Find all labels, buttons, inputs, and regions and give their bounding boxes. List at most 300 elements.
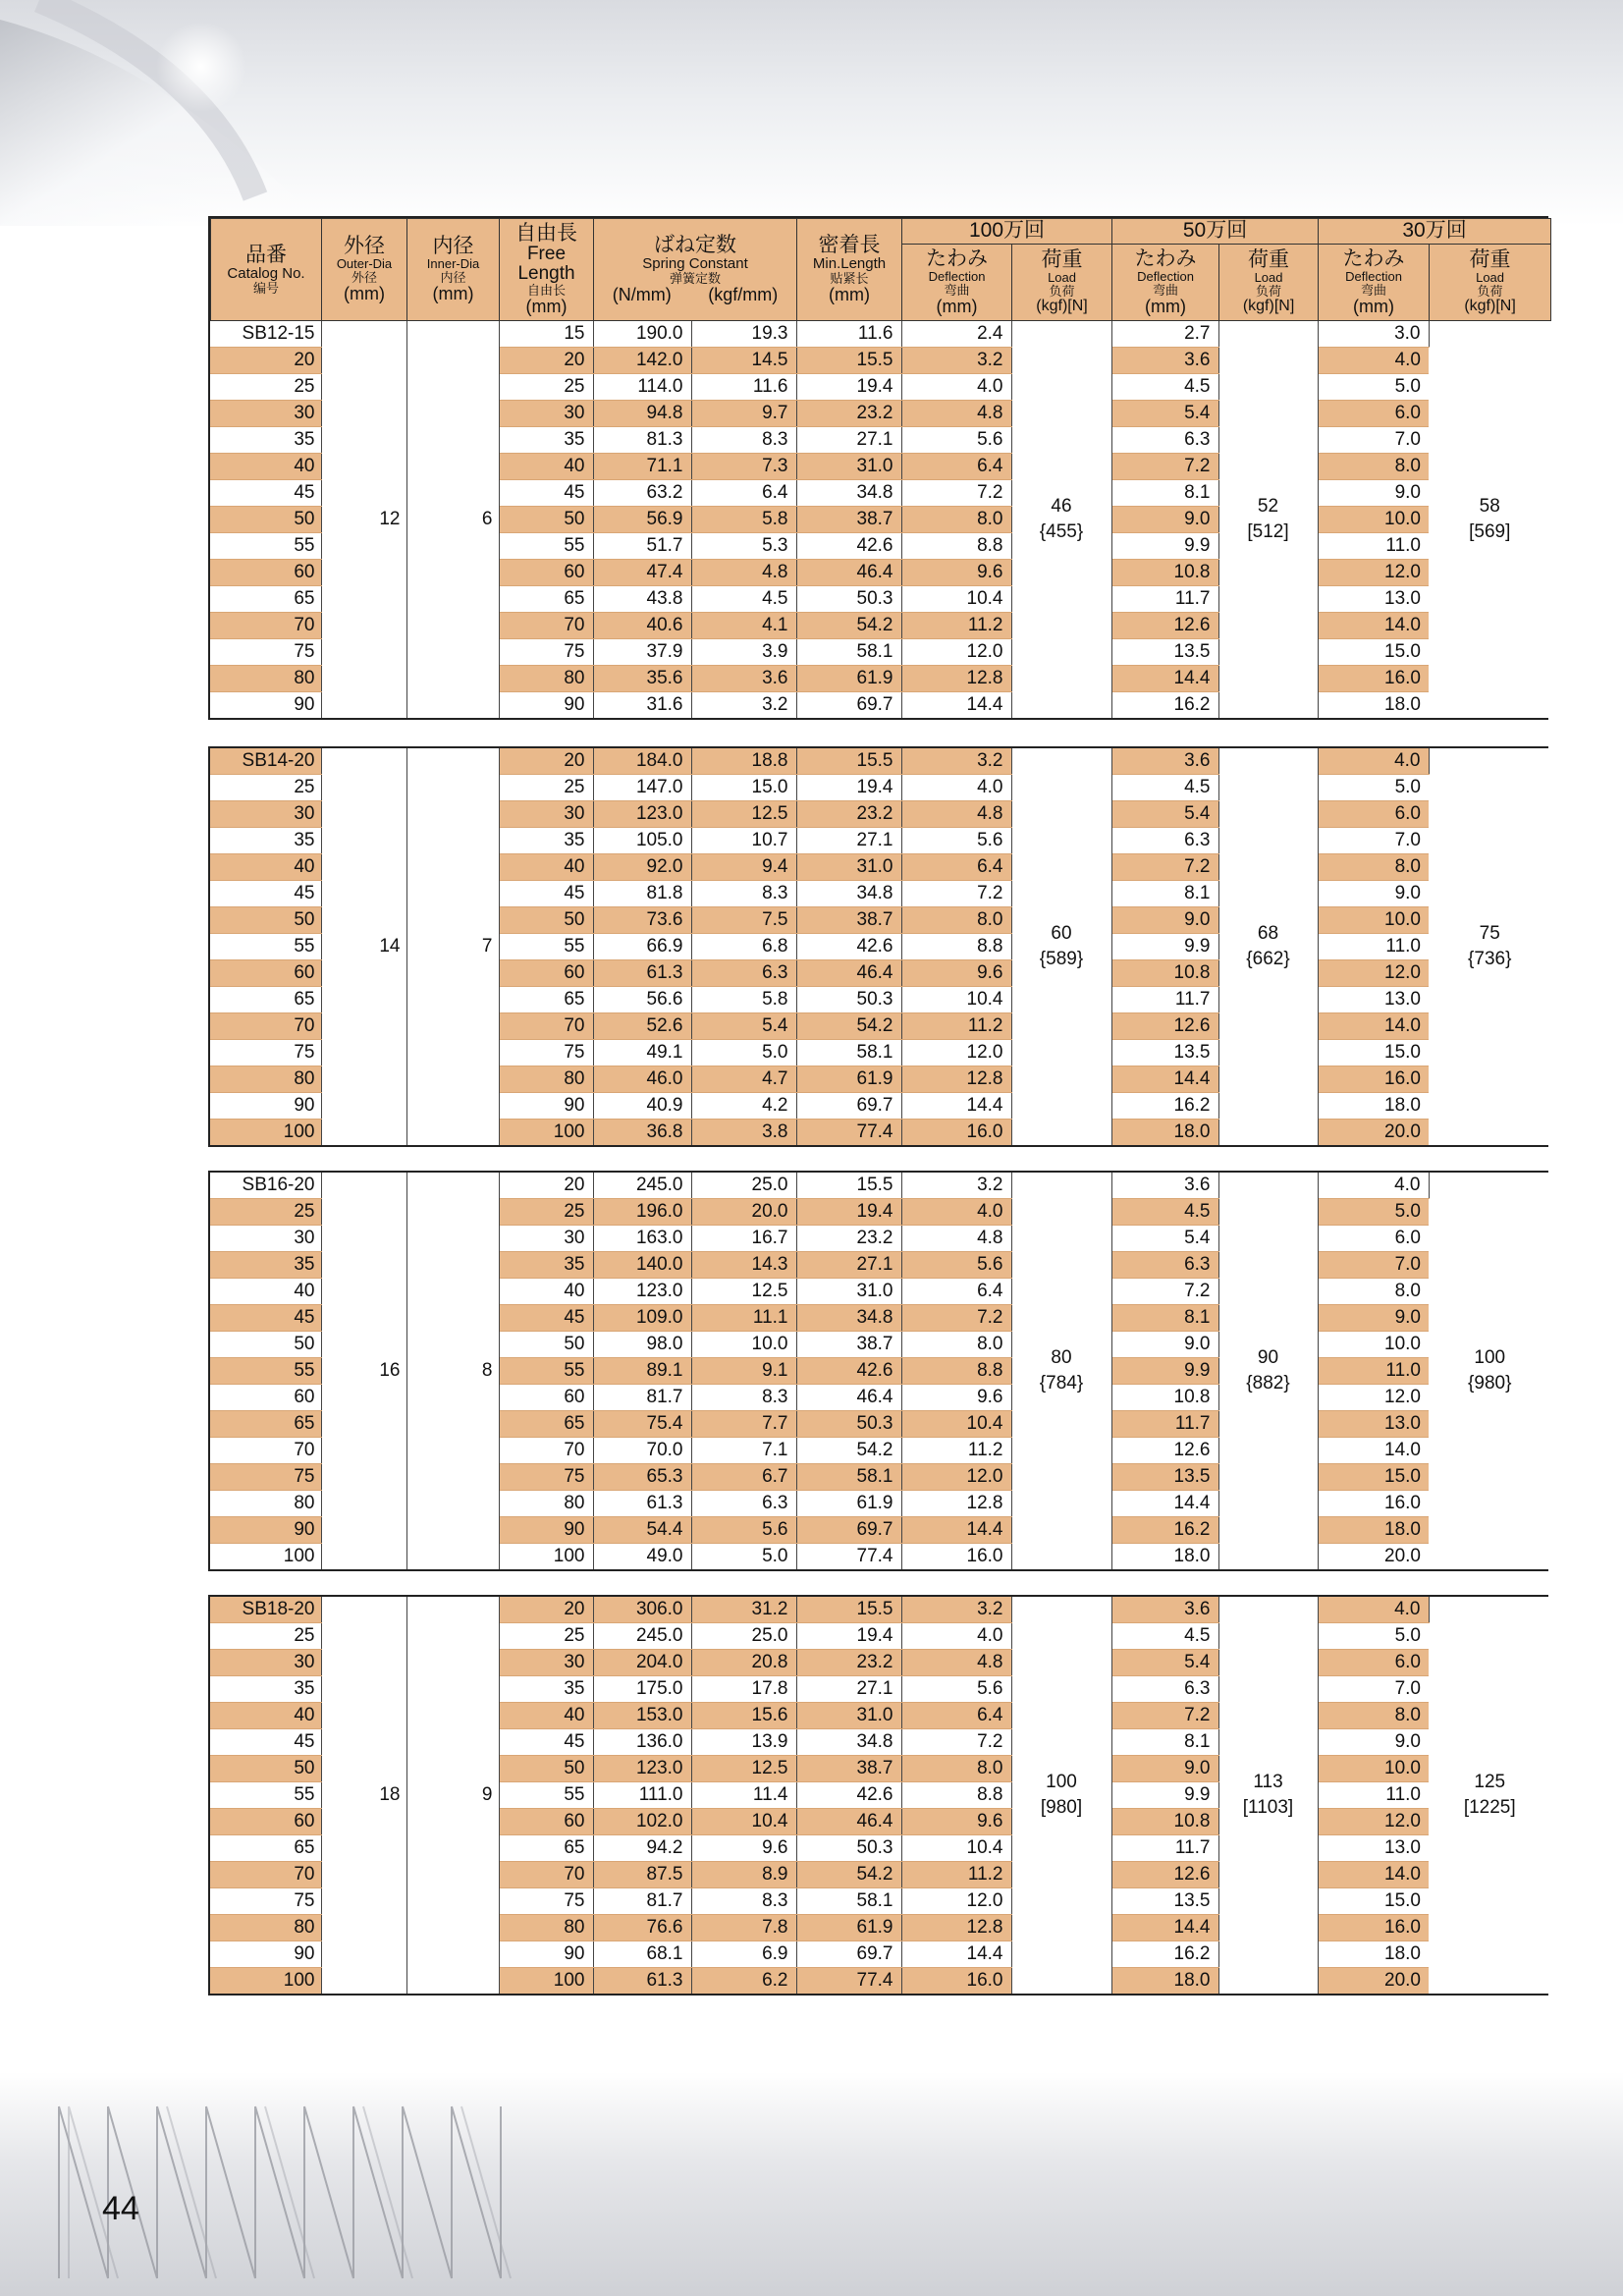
spring-constant-n: 245.0 [593, 1173, 691, 1199]
deflection-500k: 3.6 [1111, 1597, 1218, 1623]
header-load: 荷重 Load 负荷 (kgf)[N] [1430, 245, 1551, 321]
free-length: 20 [499, 348, 593, 374]
load-1m: 100 [980] [1011, 1597, 1111, 1994]
spring-constant-n: 245.0 [593, 1623, 691, 1650]
free-length: 75 [499, 1464, 593, 1491]
table-header [210, 218, 1551, 321]
catalog-no: 55 [210, 934, 321, 960]
catalog-no: 45 [210, 1305, 321, 1332]
header-outer: 外径 Outer-Dia 外径 (mm) [322, 219, 407, 321]
table-body [210, 1597, 1550, 1994]
min-length: 77.4 [796, 1968, 901, 1995]
free-length: 100 [499, 1120, 593, 1146]
deflection-300k: 6.0 [1318, 401, 1429, 427]
deflection-500k: 13.5 [1111, 639, 1218, 666]
min-length: 42.6 [796, 1782, 901, 1809]
spring-constant-kgf: 7.7 [691, 1411, 796, 1438]
deflection-300k: 18.0 [1318, 1093, 1429, 1120]
inner-dia: 8 [406, 1173, 499, 1569]
deflection-1m: 4.0 [901, 1623, 1011, 1650]
min-length: 15.5 [796, 1597, 901, 1623]
deflection-300k: 20.0 [1318, 1968, 1429, 1995]
spring-constant-n: 66.9 [593, 934, 691, 960]
free-length: 45 [499, 881, 593, 907]
spring-constant-n: 63.2 [593, 480, 691, 507]
spring-constant-kgf: 13.9 [691, 1729, 796, 1756]
header-min-length: 密着長 Min.Length 贴紧长 (mm) [797, 219, 902, 321]
deflection-500k: 2.7 [1111, 321, 1218, 348]
deflection-500k: 7.2 [1111, 854, 1218, 881]
spring-constant-kgf: 8.3 [691, 881, 796, 907]
spring-constant-kgf: 11.4 [691, 1782, 796, 1809]
spring-constant-n: 40.9 [593, 1093, 691, 1120]
spring-constant-kgf: 3.2 [691, 692, 796, 719]
deflection-500k: 6.3 [1111, 1676, 1218, 1703]
spec-table-sb18 [208, 1595, 1548, 1995]
catalog-no: 55 [210, 1358, 321, 1385]
deflection-1m: 7.2 [901, 1729, 1011, 1756]
deflection-500k: 16.2 [1111, 1517, 1218, 1544]
catalog-no: 80 [210, 666, 321, 692]
deflection-1m: 12.0 [901, 1040, 1011, 1066]
catalog-no: 75 [210, 1888, 321, 1915]
min-length: 31.0 [796, 854, 901, 881]
spring-constant-n: 49.1 [593, 1040, 691, 1066]
spring-constant-kgf: 6.3 [691, 960, 796, 987]
deflection-500k: 5.4 [1111, 401, 1218, 427]
free-length: 80 [499, 1491, 593, 1517]
spring-constant-n: 109.0 [593, 1305, 691, 1332]
spring-constant-n: 306.0 [593, 1597, 691, 1623]
spring-constant-kgf: 12.5 [691, 801, 796, 828]
min-length: 46.4 [796, 1385, 901, 1411]
catalog-no: 90 [210, 1093, 321, 1120]
deflection-300k: 10.0 [1318, 1332, 1429, 1358]
spring-constant-kgf: 12.5 [691, 1756, 796, 1782]
spring-constant-kgf: 6.3 [691, 1491, 796, 1517]
deflection-300k: 5.0 [1318, 1623, 1429, 1650]
deflection-500k: 13.5 [1111, 1888, 1218, 1915]
page-number: 44 [102, 2190, 139, 2227]
deflection-1m: 7.2 [901, 881, 1011, 907]
spring-constant-n: 54.4 [593, 1517, 691, 1544]
spring-constant-kgf: 9.1 [691, 1358, 796, 1385]
decorative-swoosh [0, 0, 1623, 226]
deflection-500k: 4.5 [1111, 1623, 1218, 1650]
spring-constant-n: 94.2 [593, 1835, 691, 1862]
deflection-1m: 10.4 [901, 987, 1011, 1013]
deflection-300k: 10.0 [1318, 1756, 1429, 1782]
spring-constant-kgf: 8.3 [691, 1385, 796, 1411]
free-length: 80 [499, 1915, 593, 1941]
spring-constant-n: 52.6 [593, 1013, 691, 1040]
deflection-300k: 5.0 [1318, 775, 1429, 801]
min-length: 19.4 [796, 1623, 901, 1650]
header-group-500k: 50万回 [1112, 219, 1319, 245]
deflection-300k: 7.0 [1318, 828, 1429, 854]
free-length: 20 [499, 1173, 593, 1199]
table-row [210, 321, 1550, 348]
spring-constant-kgf: 7.3 [691, 454, 796, 480]
free-length: 60 [499, 560, 593, 586]
load-500k: 113 [1103] [1218, 1597, 1318, 1994]
spring-constant-n: 43.8 [593, 586, 691, 613]
min-length: 34.8 [796, 881, 901, 907]
min-length: 42.6 [796, 1358, 901, 1385]
deflection-300k: 8.0 [1318, 454, 1429, 480]
deflection-1m: 14.4 [901, 1093, 1011, 1120]
spring-constant-n: 111.0 [593, 1782, 691, 1809]
catalog-no: 40 [210, 1279, 321, 1305]
spring-constant-n: 136.0 [593, 1729, 691, 1756]
free-length: 80 [499, 1066, 593, 1093]
deflection-300k: 12.0 [1318, 1385, 1429, 1411]
deflection-500k: 11.7 [1111, 987, 1218, 1013]
catalog-no: 50 [210, 907, 321, 934]
deflection-300k: 12.0 [1318, 560, 1429, 586]
min-length: 19.4 [796, 775, 901, 801]
spring-constant-kgf: 6.2 [691, 1968, 796, 1995]
spring-constant-n: 37.9 [593, 639, 691, 666]
deflection-500k: 16.2 [1111, 1093, 1218, 1120]
free-length: 75 [499, 1040, 593, 1066]
deflection-500k: 18.0 [1111, 1120, 1218, 1146]
min-length: 31.0 [796, 1703, 901, 1729]
min-length: 61.9 [796, 1066, 901, 1093]
load-500k: 68 {662} [1218, 748, 1318, 1145]
spring-constant-n: 61.3 [593, 1491, 691, 1517]
spring-constant-kgf: 19.3 [691, 321, 796, 348]
catalog-no: 35 [210, 1676, 321, 1703]
spring-constant-kgf: 16.7 [691, 1226, 796, 1252]
min-length: 23.2 [796, 1650, 901, 1676]
free-length: 50 [499, 507, 593, 533]
deflection-1m: 12.8 [901, 1491, 1011, 1517]
spring-constant-n: 51.7 [593, 533, 691, 560]
deflection-1m: 14.4 [901, 692, 1011, 719]
deflection-1m: 8.0 [901, 1332, 1011, 1358]
deflection-500k: 16.2 [1111, 692, 1218, 719]
outer-dia: 14 [321, 748, 406, 1145]
free-length: 45 [499, 1305, 593, 1332]
min-length: 27.1 [796, 828, 901, 854]
header-load: 荷重 Load 负荷 (kgf)[N] [1219, 245, 1319, 321]
outer-dia: 18 [321, 1597, 406, 1994]
spring-constant-kgf: 4.7 [691, 1066, 796, 1093]
load-500k: 90 {882} [1218, 1173, 1318, 1569]
free-length: 45 [499, 1729, 593, 1756]
free-length: 20 [499, 748, 593, 775]
spring-constant-kgf: 7.1 [691, 1438, 796, 1464]
deflection-300k: 18.0 [1318, 1517, 1429, 1544]
deflection-1m: 16.0 [901, 1544, 1011, 1570]
catalog-no: 30 [210, 801, 321, 828]
deflection-300k: 14.0 [1318, 1862, 1429, 1888]
min-length: 69.7 [796, 1093, 901, 1120]
header-catalog-cn: 编号 [252, 280, 279, 296]
spring-constant-n: 56.9 [593, 507, 691, 533]
free-length: 60 [499, 1809, 593, 1835]
spring-constant-kgf: 4.8 [691, 560, 796, 586]
spring-constant-n: 175.0 [593, 1676, 691, 1703]
deflection-500k: 10.8 [1111, 960, 1218, 987]
deflection-500k: 10.8 [1111, 1809, 1218, 1835]
free-length: 35 [499, 828, 593, 854]
catalog-no: 25 [210, 775, 321, 801]
deflection-500k: 14.4 [1111, 666, 1218, 692]
load-300k: 125 [1225] [1429, 1597, 1550, 1994]
deflection-500k: 5.4 [1111, 801, 1218, 828]
min-length: 38.7 [796, 907, 901, 934]
catalog-no: 35 [210, 427, 321, 454]
min-length: 54.2 [796, 1013, 901, 1040]
deflection-500k: 7.2 [1111, 1279, 1218, 1305]
spring-constant-n: 61.3 [593, 960, 691, 987]
load-300k: 75 {736} [1429, 748, 1550, 1145]
spring-constant-n: 105.0 [593, 828, 691, 854]
spring-constant-kgf: 3.9 [691, 639, 796, 666]
free-length: 35 [499, 1676, 593, 1703]
free-length: 30 [499, 801, 593, 828]
free-length: 50 [499, 1332, 593, 1358]
free-length: 30 [499, 401, 593, 427]
deflection-1m: 8.8 [901, 533, 1011, 560]
deflection-1m: 12.8 [901, 1066, 1011, 1093]
deflection-1m: 14.4 [901, 1517, 1011, 1544]
spring-constant-kgf: 25.0 [691, 1623, 796, 1650]
deflection-1m: 7.2 [901, 1305, 1011, 1332]
catalog-no: 55 [210, 533, 321, 560]
deflection-300k: 6.0 [1318, 1226, 1429, 1252]
deflection-300k: 9.0 [1318, 881, 1429, 907]
catalog-no: 65 [210, 1411, 321, 1438]
min-length: 46.4 [796, 1809, 901, 1835]
table-row [210, 1173, 1550, 1199]
spring-constant-kgf: 17.8 [691, 1676, 796, 1703]
table-body [210, 1173, 1550, 1569]
catalog-no: 55 [210, 1782, 321, 1809]
free-length: 60 [499, 1385, 593, 1411]
deflection-300k: 18.0 [1318, 1941, 1429, 1968]
catalog-no: SB18-20 [210, 1597, 321, 1623]
min-length: 58.1 [796, 1040, 901, 1066]
spec-table-sb14 [208, 746, 1548, 1147]
deflection-1m: 5.6 [901, 427, 1011, 454]
free-length: 30 [499, 1226, 593, 1252]
catalog-no: 70 [210, 1862, 321, 1888]
min-length: 23.2 [796, 401, 901, 427]
deflection-500k: 3.6 [1111, 1173, 1218, 1199]
deflection-500k: 11.7 [1111, 1835, 1218, 1862]
deflection-300k: 9.0 [1318, 1305, 1429, 1332]
spring-constant-n: 87.5 [593, 1862, 691, 1888]
load-300k: 100 {980} [1429, 1173, 1550, 1569]
spring-constant-n: 184.0 [593, 748, 691, 775]
header-group-300k: 30万回 [1319, 219, 1551, 245]
catalog-no: 60 [210, 1809, 321, 1835]
catalog-no: 90 [210, 1941, 321, 1968]
deflection-1m: 5.6 [901, 1252, 1011, 1279]
load-1m: 46 {455} [1011, 321, 1111, 718]
header-deflection: たわみ Deflection 弯曲 (mm) [902, 245, 1012, 321]
deflection-500k: 9.0 [1111, 1756, 1218, 1782]
deflection-500k: 12.6 [1111, 1013, 1218, 1040]
spring-constant-kgf: 15.0 [691, 775, 796, 801]
deflection-1m: 2.4 [901, 321, 1011, 348]
deflection-500k: 9.0 [1111, 907, 1218, 934]
deflection-500k: 8.1 [1111, 1729, 1218, 1756]
free-length: 75 [499, 1888, 593, 1915]
deflection-500k: 9.9 [1111, 934, 1218, 960]
free-length: 50 [499, 907, 593, 934]
deflection-500k: 11.7 [1111, 1411, 1218, 1438]
deflection-300k: 13.0 [1318, 987, 1429, 1013]
deflection-300k: 18.0 [1384, 694, 1421, 716]
min-length: 50.3 [796, 1835, 901, 1862]
deflection-1m: 12.0 [901, 1888, 1011, 1915]
deflection-1m: 11.2 [901, 1438, 1011, 1464]
free-length: 25 [499, 1199, 593, 1226]
deflection-500k: 7.2 [1111, 1703, 1218, 1729]
catalog-no: 60 [210, 1385, 321, 1411]
deflection-1m: 9.6 [901, 960, 1011, 987]
deflection-500k: 9.0 [1111, 507, 1218, 533]
min-length: 23.2 [796, 801, 901, 828]
deflection-1m: 10.4 [901, 1835, 1011, 1862]
catalog-no: 25 [210, 1623, 321, 1650]
spring-constant-n: 98.0 [593, 1332, 691, 1358]
deflection-500k: 10.8 [1111, 560, 1218, 586]
deflection-300k: 11.0 [1318, 1358, 1429, 1385]
free-length: 65 [499, 1835, 593, 1862]
deflection-300k: 14.0 [1318, 613, 1429, 639]
deflection-1m: 3.2 [901, 1597, 1011, 1623]
deflection-300k: 16.0 [1318, 1066, 1429, 1093]
deflection-500k: 11.7 [1111, 586, 1218, 613]
spring-constant-kgf: 10.4 [691, 1809, 796, 1835]
spring-constant-n: 61.3 [593, 1968, 691, 1995]
table-row [210, 748, 1550, 775]
catalog-no: 40 [210, 854, 321, 881]
min-length: 61.9 [796, 666, 901, 692]
deflection-500k: 14.4 [1111, 1066, 1218, 1093]
free-length: 55 [499, 1358, 593, 1385]
spring-constant-n: 123.0 [593, 1279, 691, 1305]
deflection-500k: 6.3 [1111, 427, 1218, 454]
deflection-300k: 10.0 [1318, 907, 1429, 934]
spring-constant-n: 75.4 [593, 1411, 691, 1438]
deflection-300k: 4.0 [1318, 1173, 1429, 1199]
free-length: 80 [499, 666, 593, 692]
spring-constant-kgf: 5.8 [691, 507, 796, 533]
spring-constant-n: 68.1 [593, 1941, 691, 1968]
catalog-no: 65 [210, 987, 321, 1013]
min-length: 34.8 [796, 480, 901, 507]
min-length: 69.7 [796, 1941, 901, 1968]
deflection-1m: 16.0 [901, 1120, 1011, 1146]
deflection-300k: 16.0 [1318, 1915, 1429, 1941]
deflection-300k: 10.0 [1318, 507, 1429, 533]
min-length: 31.0 [796, 454, 901, 480]
spring-constant-n: 46.0 [593, 1066, 691, 1093]
deflection-1m: 4.0 [901, 775, 1011, 801]
free-length: 25 [499, 1623, 593, 1650]
deflection-500k: 12.6 [1111, 1862, 1218, 1888]
deflection-300k: 11.0 [1318, 934, 1429, 960]
deflection-1m: 8.0 [901, 907, 1011, 934]
deflection-1m: 11.2 [901, 1862, 1011, 1888]
deflection-500k: 13.5 [1111, 1040, 1218, 1066]
free-length: 90 [499, 692, 593, 719]
deflection-1m: 5.6 [901, 828, 1011, 854]
deflection-300k: 16.0 [1318, 666, 1429, 692]
deflection-500k: 6.3 [1111, 828, 1218, 854]
spring-constant-n: 147.0 [593, 775, 691, 801]
catalog-no: 40 [210, 454, 321, 480]
min-length: 38.7 [796, 1756, 901, 1782]
free-length: 70 [499, 1862, 593, 1888]
spring-constant-kgf: 9.4 [691, 854, 796, 881]
deflection-1m: 10.4 [901, 1411, 1011, 1438]
min-length: 50.3 [796, 586, 901, 613]
deflection-300k: 13.0 [1318, 586, 1429, 613]
deflection-1m: 4.8 [901, 401, 1011, 427]
spring-constant-n: 73.6 [593, 907, 691, 934]
catalog-no: 70 [210, 1013, 321, 1040]
spring-constant-kgf: 8.3 [691, 427, 796, 454]
spring-constant-kgf: 3.6 [691, 666, 796, 692]
deflection-300k: 13.0 [1318, 1411, 1429, 1438]
deflection-500k: 8.1 [1111, 881, 1218, 907]
catalog-no: 45 [210, 881, 321, 907]
min-length: 31.0 [796, 1279, 901, 1305]
deflection-500k: 4.5 [1111, 374, 1218, 401]
min-length: 15.5 [796, 348, 901, 374]
deflection-300k: 20.0 [1318, 1120, 1429, 1146]
catalog-no: 75 [210, 1464, 321, 1491]
catalog-no: 80 [210, 1915, 321, 1941]
deflection-300k: 3.0 [1318, 321, 1429, 348]
free-length: 25 [499, 775, 593, 801]
deflection-300k: 11.0 [1318, 1782, 1429, 1809]
spring-constant-n: 153.0 [593, 1703, 691, 1729]
catalog-no: SB14-20 [210, 748, 321, 775]
deflection-500k: 6.3 [1111, 1252, 1218, 1279]
free-length: 55 [499, 533, 593, 560]
free-length: 50 [499, 1756, 593, 1782]
free-length: 70 [499, 613, 593, 639]
spring-constant-kgf: 4.5 [691, 586, 796, 613]
deflection-300k: 6.0 [1318, 801, 1429, 828]
min-length: 38.7 [796, 1332, 901, 1358]
catalog-no: 35 [210, 1252, 321, 1279]
catalog-no: 100 [210, 1120, 321, 1146]
free-length: 15 [499, 321, 593, 348]
catalog-no: 100 [210, 1968, 321, 1995]
deflection-1m: 12.8 [901, 666, 1011, 692]
deflection-500k: 14.4 [1111, 1915, 1218, 1941]
header-deflection: たわみ Deflection 弯曲 (mm) [1112, 245, 1219, 321]
deflection-300k: 9.0 [1318, 1729, 1429, 1756]
min-length: 34.8 [796, 1729, 901, 1756]
min-length: 27.1 [796, 1676, 901, 1703]
deflection-300k: 5.0 [1318, 1199, 1429, 1226]
deflection-1m: 14.4 [901, 1941, 1011, 1968]
catalog-no: 50 [210, 1332, 321, 1358]
catalog-no: SB16-20 [210, 1173, 321, 1199]
load-1m: 80 {784} [1011, 1173, 1111, 1569]
header-load: 荷重 Load 负荷 (kgf)[N] [1012, 245, 1112, 321]
